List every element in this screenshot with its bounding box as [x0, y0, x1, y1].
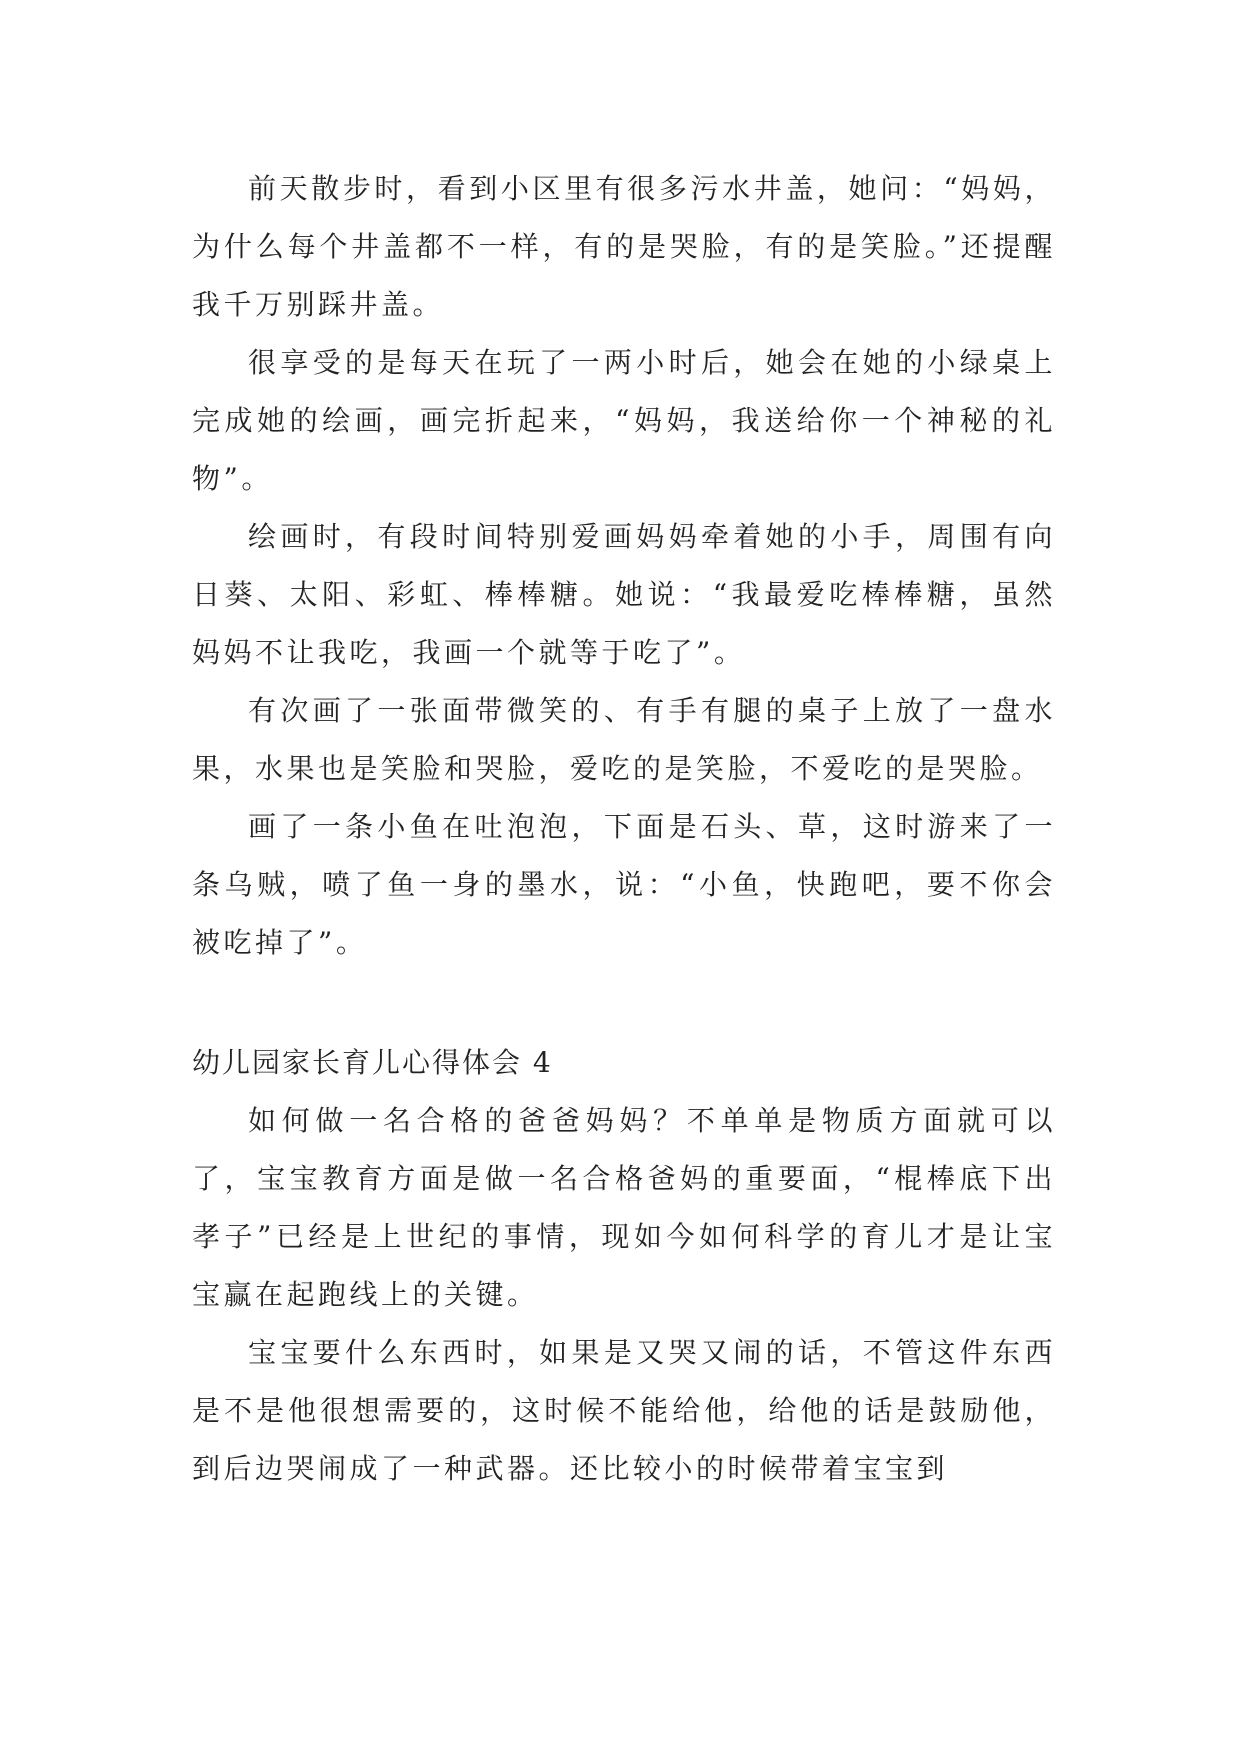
paragraph-manhole-covers: 前天散步时，看到小区里有很多污水井盖，她问：“妈妈，为什么每个井盖都不一样，有的是哭脸，有的是笑脸。”还提醒我千万别踩井盖。	[192, 172, 1056, 321]
paragraph-drawing-lollipop: 绘画时，有段时间特别爱画妈妈牵着她的小手，周围有向日葵、太阳、彩虹、棒棒糖。她说：“我最爱吃棒棒糖，虽然妈妈不让我吃，我画一个就等于吃了”。	[192, 520, 1056, 669]
document-body	[192, 160, 1056, 1498]
paragraph-crying-demands: 宝宝要什么东西时，如果是又哭又闹的话，不管这件东西是不是他很想需要的，这时候不能给他，给他的话是鼓励他，到后边哭闹成了一种武器。还比较小的时候带着宝宝到	[192, 1336, 1056, 1485]
section-title: 幼儿园家长育儿心得体会 4	[192, 1046, 553, 1079]
paragraph-fish-and-squid: 画了一条小鱼在吐泡泡，下面是石头、草，这时游来了一条乌贼，喷了鱼一身的墨水，说：“小鱼，快跑吧，要不你会被吃掉了”。	[192, 810, 1056, 959]
paragraph-smiling-table: 有次画了一张面带微笑的、有手有腿的桌子上放了一盘水果，水果也是笑脸和哭脸，爱吃的是笑脸，不爱吃的是哭脸。	[192, 694, 1056, 785]
paragraph-qualified-parents: 如何做一名合格的爸爸妈妈？不单单是物质方面就可以了，宝宝教育方面是做一名合格爸妈的重要面，“棍棒底下出孝子”已经是上世纪的事情，现如今如何科学的育儿才是让宝宝赢在起跑线上的关键。	[192, 1104, 1056, 1311]
paragraph-mystery-gift: 很享受的是每天在玩了一两小时后，她会在她的小绿桌上完成她的绘画，画完折起来，“妈妈，我送给你一个神秘的礼物”。	[192, 346, 1056, 495]
